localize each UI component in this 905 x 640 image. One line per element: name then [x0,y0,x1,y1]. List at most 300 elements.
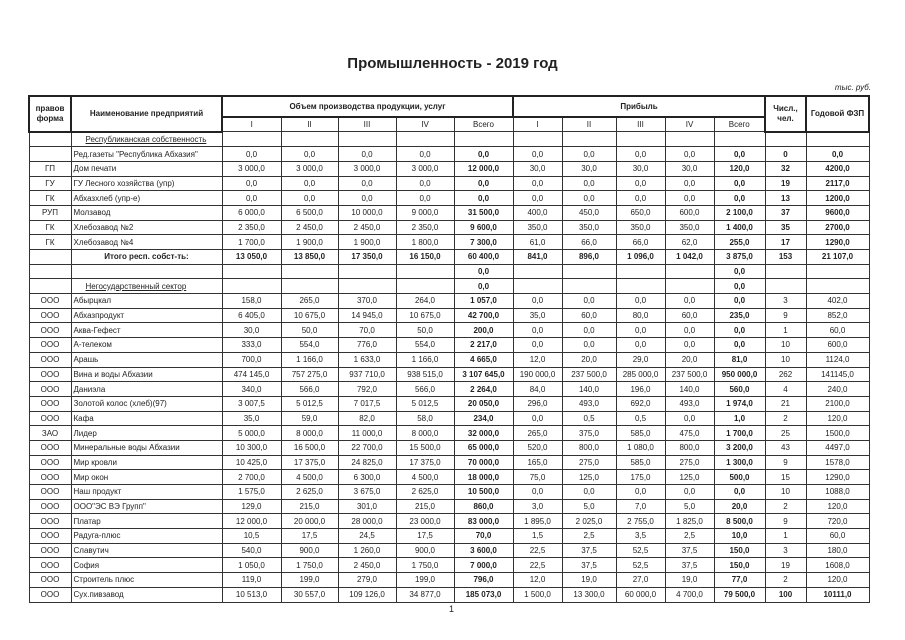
cell-profit-q4: 19,0 [665,573,714,588]
cell-volume-q2: 13 850,0 [281,250,338,265]
cell-volume-q4: 50,0 [396,323,454,338]
cell-volume-q2: 8 000,0 [281,426,338,441]
cell-volume-q1: 158,0 [222,294,281,309]
cell-payroll: 1124,0 [806,352,869,367]
cell-profit-q1: 0,0 [513,294,562,309]
cell-volume-q3: 301,0 [338,499,396,514]
cell-name: ООО"ЭС ВЭ Групп" [71,499,222,514]
cell-volume-q3: 7 017,5 [338,396,396,411]
cell-profit-total: 1,0 [714,411,765,426]
header-profit-q1: I [513,117,562,132]
cell-volume-total: 0,0 [454,176,513,191]
cell-profit-total: 1 700,0 [714,426,765,441]
section-row [29,132,869,147]
cell-payroll: 141145,0 [806,367,869,382]
cell-volume-q3: 70,0 [338,323,396,338]
cell-profit-q2: 66,0 [562,235,616,250]
cell-volume-total: 7 300,0 [454,235,513,250]
cell-name: Абхазпродукт [71,308,222,323]
cell-profit-total: 150,0 [714,558,765,573]
cell-profit-q4: 0,0 [665,176,714,191]
cell-volume-q1: 340,0 [222,382,281,397]
table-row [29,485,869,500]
cell-payroll: 9600,0 [806,205,869,220]
cell-volume-q1: 10 300,0 [222,440,281,455]
cell-form: ГК [29,220,71,235]
cell-profit-q4: 0,0 [665,338,714,353]
cell-volume-total: 3 107 645,0 [454,367,513,382]
cell-volume-q4: 10 675,0 [396,308,454,323]
cell-volume-q4: 8 000,0 [396,426,454,441]
cell-volume-q1: 129,0 [222,499,281,514]
cell-volume-q2 [281,132,338,147]
cell-staff [765,264,806,279]
cell-volume-q1: 10,5 [222,529,281,544]
cell-profit-total: 8 500,0 [714,514,765,529]
cell-profit-q2: 0,0 [562,323,616,338]
cell-volume-q4: 1 800,0 [396,235,454,250]
cell-volume-total: 9 600,0 [454,220,513,235]
cell-volume-q3: 24,5 [338,529,396,544]
cell-staff: 37 [765,205,806,220]
cell-staff: 19 [765,558,806,573]
cell-profit-q3: 350,0 [616,220,665,235]
cell-profit-q4: 0,0 [665,323,714,338]
cell-profit-q1: 35,0 [513,308,562,323]
table-row [29,308,869,323]
cell-profit-q3: 0,0 [616,191,665,206]
cell-profit-q3: 285 000,0 [616,367,665,382]
cell-profit-q1: 0,0 [513,411,562,426]
cell-payroll: 0,0 [806,147,869,162]
cell-form: ООО [29,529,71,544]
cell-profit-q2: 0,0 [562,485,616,500]
header-profit-q2: II [562,117,616,132]
cell-form [29,147,71,162]
cell-name: Мир окон [71,470,222,485]
cell-volume-total: 42 700,0 [454,308,513,323]
cell-profit-total: 150,0 [714,543,765,558]
cell-payroll [806,279,869,294]
cell-profit-q2: 125,0 [562,470,616,485]
cell-volume-total: 0,0 [454,191,513,206]
cell-volume-q3: 0,0 [338,176,396,191]
cell-volume-total: 70,0 [454,529,513,544]
cell-profit-q2: 140,0 [562,382,616,397]
cell-profit-total: 3 875,0 [714,250,765,265]
cell-staff [765,132,806,147]
cell-profit-q3: 52,5 [616,558,665,573]
cell-profit-q4: 30,0 [665,161,714,176]
table-row [29,426,869,441]
cell-profit-q2: 19,0 [562,573,616,588]
cell-volume-q3: 1 260,0 [338,543,396,558]
cell-volume-q4: 17 375,0 [396,455,454,470]
cell-volume-total: 31 500,0 [454,205,513,220]
cell-profit-total: 0,0 [714,191,765,206]
cell-profit-q1: 84,0 [513,382,562,397]
cell-name: Хлебозавод №2 [71,220,222,235]
cell-volume-q3: 82,0 [338,411,396,426]
cell-profit-q4: 0,0 [665,191,714,206]
cell-form: ООО [29,396,71,411]
cell-volume-q3 [338,132,396,147]
cell-payroll: 2100,0 [806,396,869,411]
cell-staff [765,279,806,294]
cell-volume-q2: 566,0 [281,382,338,397]
cell-form: ГК [29,235,71,250]
cell-profit-q2: 375,0 [562,426,616,441]
cell-profit-q4: 60,0 [665,308,714,323]
cell-profit-q3 [616,132,665,147]
cell-volume-q3 [338,264,396,279]
cell-volume-q3: 792,0 [338,382,396,397]
cell-volume-q1: 0,0 [222,191,281,206]
cell-volume-q3: 109 126,0 [338,587,396,602]
cell-volume-q3: 17 350,0 [338,250,396,265]
cell-name: Мир кровли [71,455,222,470]
cell-profit-q2: 0,0 [562,147,616,162]
table-row [29,147,869,162]
cell-form: ООО [29,514,71,529]
cell-form: ООО [29,294,71,309]
cell-volume-q3: 14 945,0 [338,308,396,323]
cell-profit-q3: 2 755,0 [616,514,665,529]
cell-profit-total: 560,0 [714,382,765,397]
cell-volume-q3: 0,0 [338,191,396,206]
table-row [29,440,869,455]
cell-volume-q3: 1 633,0 [338,352,396,367]
cell-staff: 100 [765,587,806,602]
cell-profit-q2: 13 300,0 [562,587,616,602]
cell-profit-total: 3 200,0 [714,440,765,455]
cell-profit-q1: 0,0 [513,191,562,206]
cell-profit-q4: 493,0 [665,396,714,411]
cell-volume-q4: 199,0 [396,573,454,588]
cell-staff: 10 [765,485,806,500]
cell-volume-total: 0,0 [454,279,513,294]
cell-name: Ред.газеты "Республика Абхазия" [71,147,222,162]
cell-profit-q3: 585,0 [616,426,665,441]
cell-profit-q1: 22,5 [513,558,562,573]
cell-profit-q3: 80,0 [616,308,665,323]
cell-name: Минеральные воды Абхазии [71,440,222,455]
cell-volume-q2: 4 500,0 [281,470,338,485]
cell-volume-q4: 900,0 [396,543,454,558]
cell-profit-q2: 30,0 [562,161,616,176]
cell-profit-q1: 61,0 [513,235,562,250]
cell-volume-total: 185 073,0 [454,587,513,602]
cell-volume-q2: 757 275,0 [281,367,338,382]
cell-volume-q2: 1 750,0 [281,558,338,573]
table-row [29,558,869,573]
cell-form: ООО [29,558,71,573]
cell-volume-q2: 2 625,0 [281,485,338,500]
cell-volume-q1: 0,0 [222,176,281,191]
cell-staff: 3 [765,543,806,558]
table-row [29,411,869,426]
cell-payroll: 1088,0 [806,485,869,500]
cell-form: ООО [29,308,71,323]
cell-profit-q2: 493,0 [562,396,616,411]
table-row [29,382,869,397]
cell-staff: 10 [765,352,806,367]
cell-profit-total: 255,0 [714,235,765,250]
cell-volume-q3: 3 675,0 [338,485,396,500]
cell-profit-q1: 350,0 [513,220,562,235]
cell-form [29,264,71,279]
cell-volume-q2: 5 012,5 [281,396,338,411]
cell-payroll: 720,0 [806,514,869,529]
cell-volume-q1: 13 050,0 [222,250,281,265]
cell-profit-q4: 140,0 [665,382,714,397]
cell-profit-q2: 0,0 [562,338,616,353]
cell-staff: 9 [765,455,806,470]
cell-volume-q2: 199,0 [281,573,338,588]
cell-profit-q2: 350,0 [562,220,616,235]
cell-profit-q4: 2,5 [665,529,714,544]
cell-form: ООО [29,543,71,558]
cell-volume-q3: 0,0 [338,147,396,162]
cell-volume-q3: 6 300,0 [338,470,396,485]
cell-profit-q3: 0,0 [616,147,665,162]
unit-label: тыс. руб. [834,83,871,92]
cell-volume-total: 70 000,0 [454,455,513,470]
header-name: Наименование предприятий [71,96,222,132]
cell-profit-q3: 692,0 [616,396,665,411]
cell-payroll: 240,0 [806,382,869,397]
cell-name: Аква-Гефест [71,323,222,338]
cell-volume-q3: 22 700,0 [338,440,396,455]
cell-staff: 21 [765,396,806,411]
cell-volume-q2: 0,0 [281,147,338,162]
section-row [29,279,869,294]
cell-profit-q2: 2 025,0 [562,514,616,529]
cell-volume-q4: 58,0 [396,411,454,426]
cell-staff: 25 [765,426,806,441]
cell-volume-q4: 15 500,0 [396,440,454,455]
cell-name: Абырцкал [71,294,222,309]
cell-volume-q2: 900,0 [281,543,338,558]
cell-profit-q3 [616,264,665,279]
cell-name [71,264,222,279]
cell-volume-q3: 3 000,0 [338,161,396,176]
cell-profit-q3 [616,279,665,294]
cell-volume-q4: 3 000,0 [396,161,454,176]
cell-payroll: 60,0 [806,323,869,338]
cell-profit-q1: 165,0 [513,455,562,470]
cell-staff: 2 [765,573,806,588]
cell-profit-q3: 52,5 [616,543,665,558]
cell-volume-q3: 2 450,0 [338,558,396,573]
header-volume-q2: II [281,117,338,132]
cell-volume-q1 [222,279,281,294]
cell-staff: 9 [765,514,806,529]
cell-profit-q1: 0,0 [513,147,562,162]
cell-volume-q1: 700,0 [222,352,281,367]
page-number: 1 [449,604,455,614]
cell-payroll: 1608,0 [806,558,869,573]
cell-volume-q4 [396,264,454,279]
cell-volume-q3: 24 825,0 [338,455,396,470]
cell-volume-q2: 30 557,0 [281,587,338,602]
cell-payroll: 60,0 [806,529,869,544]
cell-form: РУП [29,205,71,220]
cell-profit-q1: 190 000,0 [513,367,562,382]
cell-volume-q4 [396,279,454,294]
cell-profit-q2: 800,0 [562,440,616,455]
cell-payroll: 1500,0 [806,426,869,441]
cell-payroll: 1290,0 [806,470,869,485]
cell-volume-q2: 6 500,0 [281,205,338,220]
cell-profit-q1: 0,0 [513,485,562,500]
table-row [29,205,869,220]
header-form: правов форма [29,96,71,132]
cell-volume-q2 [281,264,338,279]
cell-volume-q4: 2 350,0 [396,220,454,235]
cell-staff: 17 [765,235,806,250]
cell-profit-q4: 1 825,0 [665,514,714,529]
cell-profit-q4 [665,132,714,147]
cell-name: Наш продукт [71,485,222,500]
cell-staff: 262 [765,367,806,382]
cell-profit-q1: 1,5 [513,529,562,544]
cell-volume-q2 [281,279,338,294]
table-row [29,191,869,206]
cell-volume-total: 7 000,0 [454,558,513,573]
cell-profit-q4: 5,0 [665,499,714,514]
cell-name: Сух.пивзавод [71,587,222,602]
cell-volume-q1: 474 145,0 [222,367,281,382]
cell-profit-q2 [562,279,616,294]
cell-volume-q4: 17,5 [396,529,454,544]
cell-name: Итого респ. собст-ть: [71,250,222,265]
cell-volume-q1: 119,0 [222,573,281,588]
industry-table [28,95,870,603]
cell-name: Молзавод [71,205,222,220]
cell-volume-q1: 0,0 [222,147,281,162]
cell-profit-q4: 20,0 [665,352,714,367]
cell-profit-q3: 196,0 [616,382,665,397]
cell-volume-total: 4 665,0 [454,352,513,367]
cell-form: ООО [29,323,71,338]
cell-profit-q3: 1 096,0 [616,250,665,265]
cell-profit-total: 10,0 [714,529,765,544]
cell-profit-q1: 0,0 [513,176,562,191]
cell-profit-q4 [665,264,714,279]
cell-form: ООО [29,382,71,397]
cell-volume-q2: 17,5 [281,529,338,544]
cell-volume-q2: 1 166,0 [281,352,338,367]
table-row [29,323,869,338]
table-row [29,587,869,602]
cell-volume-q3: 10 000,0 [338,205,396,220]
cell-profit-q3: 27,0 [616,573,665,588]
cell-profit-q1: 0,0 [513,338,562,353]
cell-profit-q2: 0,0 [562,294,616,309]
table-row [29,543,869,558]
cell-profit-q4: 37,5 [665,558,714,573]
cell-profit-q4: 0,0 [665,294,714,309]
cell-volume-q1: 10 425,0 [222,455,281,470]
cell-staff: 13 [765,191,806,206]
cell-volume-q2: 215,0 [281,499,338,514]
cell-form: ООО [29,411,71,426]
cell-volume-q1: 6 000,0 [222,205,281,220]
cell-volume-total: 12 000,0 [454,161,513,176]
cell-profit-total: 0,0 [714,323,765,338]
cell-staff: 10 [765,338,806,353]
cell-profit-q1: 1 895,0 [513,514,562,529]
cell-profit-q2: 2,5 [562,529,616,544]
cell-volume-q2: 16 500,0 [281,440,338,455]
cell-volume-total: 18 000,0 [454,470,513,485]
cell-volume-q4: 215,0 [396,499,454,514]
cell-profit-q4 [665,279,714,294]
cell-volume-q2: 0,0 [281,176,338,191]
table-row [29,161,869,176]
header-profit-q4: IV [665,117,714,132]
cell-profit-q3: 0,5 [616,411,665,426]
cell-form: ООО [29,352,71,367]
cell-profit-q2 [562,264,616,279]
cell-payroll: 120,0 [806,499,869,514]
cell-volume-q1: 2 700,0 [222,470,281,485]
cell-payroll: 1200,0 [806,191,869,206]
cell-profit-total: 120,0 [714,161,765,176]
cell-volume-q1: 1 050,0 [222,558,281,573]
cell-volume-q4: 9 000,0 [396,205,454,220]
cell-staff: 153 [765,250,806,265]
header-payroll: Годовой ФЗП [806,96,869,132]
cell-profit-q1 [513,264,562,279]
cell-profit-q1: 520,0 [513,440,562,455]
cell-profit-total: 0,0 [714,485,765,500]
cell-profit-q1: 22,5 [513,543,562,558]
cell-volume-q3: 370,0 [338,294,396,309]
cell-payroll: 1290,0 [806,235,869,250]
cell-staff: 9 [765,308,806,323]
cell-volume-q1: 5 000,0 [222,426,281,441]
cell-name: А-телеком [71,338,222,353]
cell-profit-q3: 29,0 [616,352,665,367]
cell-profit-q1: 265,0 [513,426,562,441]
cell-volume-q1: 12 000,0 [222,514,281,529]
cell-volume-total: 0,0 [454,147,513,162]
cell-profit-q2: 275,0 [562,455,616,470]
cell-payroll: 10111,0 [806,587,869,602]
table-row [29,514,869,529]
cell-volume-total: 20 050,0 [454,396,513,411]
cell-volume-total: 32 000,0 [454,426,513,441]
cell-volume-q2: 59,0 [281,411,338,426]
table-row [29,294,869,309]
table-row [29,352,869,367]
cell-staff: 2 [765,499,806,514]
cell-payroll: 402,0 [806,294,869,309]
cell-profit-total: 950 000,0 [714,367,765,382]
cell-volume-q2: 17 375,0 [281,455,338,470]
cell-volume-q1: 3 007,5 [222,396,281,411]
table-row [29,264,869,279]
cell-volume-q4: 554,0 [396,338,454,353]
cell-payroll: 180,0 [806,543,869,558]
cell-profit-q1: 12,0 [513,352,562,367]
cell-profit-q1: 1 500,0 [513,587,562,602]
cell-staff: 0 [765,147,806,162]
cell-volume-q1: 30,0 [222,323,281,338]
cell-payroll [806,132,869,147]
